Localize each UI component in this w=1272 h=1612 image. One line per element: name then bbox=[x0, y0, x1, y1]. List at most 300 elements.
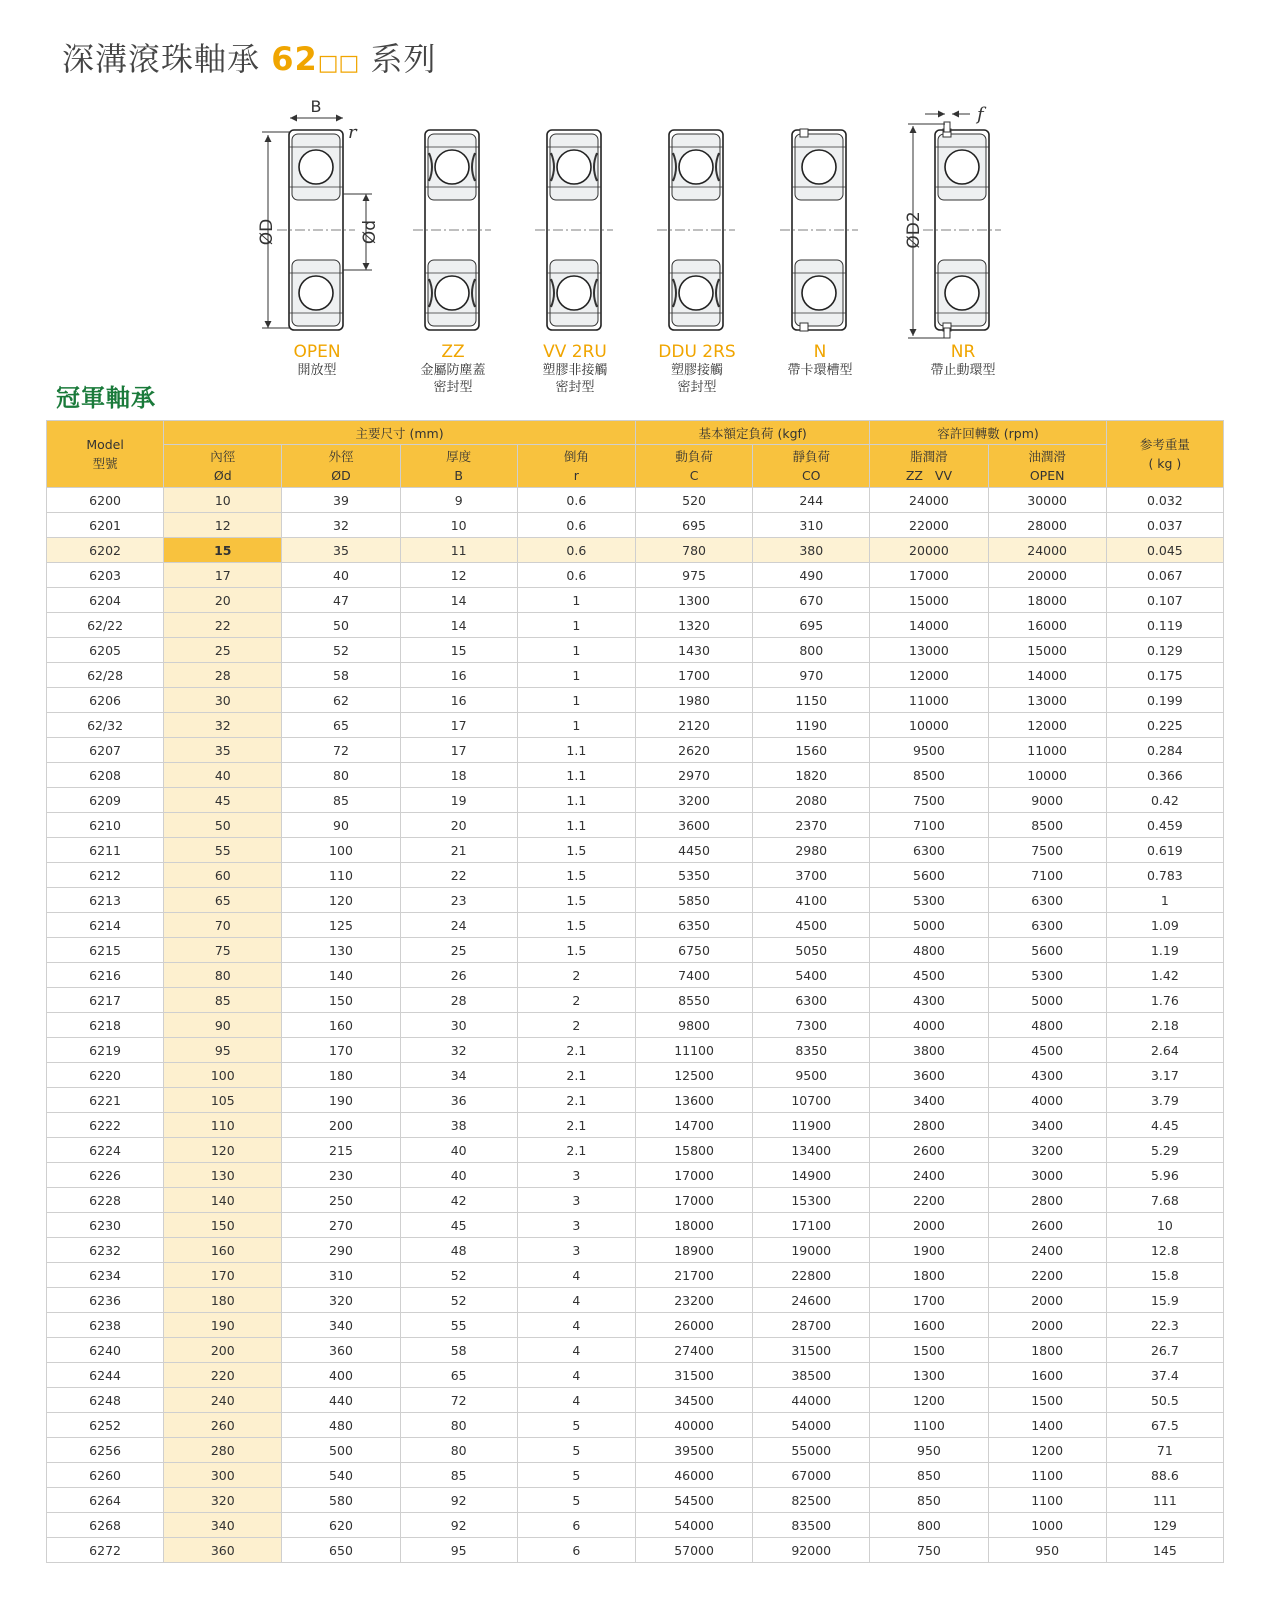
table-cell: 50 bbox=[164, 813, 282, 838]
type-code: NR bbox=[950, 342, 976, 362]
table-cell: 18 bbox=[400, 763, 517, 788]
table-cell: 26 bbox=[400, 963, 517, 988]
table-cell: 6300 bbox=[753, 988, 870, 1013]
table-cell: 6234 bbox=[47, 1263, 164, 1288]
header-outer-dia bbox=[282, 445, 400, 488]
table-cell: 6268 bbox=[47, 1513, 164, 1538]
table-cell: 1.5 bbox=[517, 838, 635, 863]
table-row bbox=[47, 863, 1224, 888]
table-cell: 4000 bbox=[988, 1088, 1106, 1113]
table-cell: 400 bbox=[282, 1363, 400, 1388]
table-cell: 2970 bbox=[635, 763, 752, 788]
table-cell: 5600 bbox=[988, 938, 1106, 963]
table-cell: 111 bbox=[1106, 1488, 1223, 1513]
table-cell: 800 bbox=[870, 1513, 988, 1538]
table-cell: 500 bbox=[282, 1438, 400, 1463]
table-cell: 9800 bbox=[635, 1013, 752, 1038]
table-cell: 14 bbox=[400, 588, 517, 613]
table-row bbox=[47, 963, 1224, 988]
table-cell: 6272 bbox=[47, 1538, 164, 1563]
table-cell: 1980 bbox=[635, 688, 752, 713]
table-cell: 72 bbox=[282, 738, 400, 763]
table-cell: 130 bbox=[282, 938, 400, 963]
table-cell: 1 bbox=[517, 588, 635, 613]
header-speed: 容許回轉數 (rpm) bbox=[870, 421, 1106, 445]
spec-table bbox=[46, 420, 1224, 1563]
table-cell: 3400 bbox=[870, 1088, 988, 1113]
table-cell: 92000 bbox=[753, 1538, 870, 1563]
table-cell: 12000 bbox=[870, 663, 988, 688]
table-cell: 8350 bbox=[753, 1038, 870, 1063]
table-cell: 190 bbox=[164, 1313, 282, 1338]
table-cell: 2.64 bbox=[1106, 1038, 1223, 1063]
table-row bbox=[47, 1163, 1224, 1188]
table-cell: 10000 bbox=[870, 713, 988, 738]
table-cell: 1.76 bbox=[1106, 988, 1223, 1013]
table-cell: 1190 bbox=[753, 713, 870, 738]
table-cell: 1100 bbox=[870, 1413, 988, 1438]
table-cell: 10 bbox=[1106, 1213, 1223, 1238]
table-cell: 1 bbox=[517, 688, 635, 713]
table-cell: 0.42 bbox=[1106, 788, 1223, 813]
type-code: OPEN bbox=[293, 342, 341, 362]
type-ddu2rs-caption bbox=[632, 342, 762, 396]
table-cell: 170 bbox=[164, 1263, 282, 1288]
table-row bbox=[47, 838, 1224, 863]
table-cell: 0.032 bbox=[1106, 488, 1223, 513]
header-symbol: r bbox=[573, 468, 579, 483]
table-cell: 6236 bbox=[47, 1288, 164, 1313]
table-cell: 0.6 bbox=[517, 513, 635, 538]
header-symbol: CO bbox=[801, 468, 821, 483]
table-cell: 6222 bbox=[47, 1113, 164, 1138]
table-cell: 80 bbox=[400, 1413, 517, 1438]
table-cell: 1.09 bbox=[1106, 913, 1223, 938]
table-cell: 2.1 bbox=[517, 1088, 635, 1113]
table-cell: 6228 bbox=[47, 1188, 164, 1213]
table-cell: 85 bbox=[164, 988, 282, 1013]
table-cell: 30 bbox=[164, 688, 282, 713]
table-cell: 90 bbox=[282, 813, 400, 838]
table-cell: 20 bbox=[164, 588, 282, 613]
table-cell: 2620 bbox=[635, 738, 752, 763]
table-cell: 14000 bbox=[870, 613, 988, 638]
table-cell: 55000 bbox=[753, 1438, 870, 1463]
table-row bbox=[47, 1388, 1224, 1413]
table-cell: 92 bbox=[400, 1513, 517, 1538]
table-cell: 70 bbox=[164, 913, 282, 938]
table-cell: 35 bbox=[164, 738, 282, 763]
table-cell: 15.8 bbox=[1106, 1263, 1223, 1288]
table-row bbox=[47, 1338, 1224, 1363]
table-cell: 0.459 bbox=[1106, 813, 1223, 838]
table-cell: 3600 bbox=[870, 1063, 988, 1088]
table-cell: 220 bbox=[164, 1363, 282, 1388]
bearing-ddu2rs-drawing bbox=[657, 130, 735, 330]
header-model bbox=[47, 421, 164, 488]
table-cell: 62/22 bbox=[47, 613, 164, 638]
bearing-vv2ru-drawing bbox=[535, 130, 613, 330]
table-cell: 10 bbox=[400, 513, 517, 538]
table-cell: 150 bbox=[282, 988, 400, 1013]
table-cell: 16 bbox=[400, 663, 517, 688]
table-cell: 52 bbox=[400, 1263, 517, 1288]
table-cell: 4 bbox=[517, 1313, 635, 1338]
table-row bbox=[47, 988, 1224, 1013]
table-cell: 5 bbox=[517, 1438, 635, 1463]
table-cell: 1800 bbox=[988, 1338, 1106, 1363]
table-cell: 320 bbox=[164, 1488, 282, 1513]
table-cell: 6200 bbox=[47, 488, 164, 513]
table-cell: 6210 bbox=[47, 813, 164, 838]
table-cell: 110 bbox=[282, 863, 400, 888]
table-cell: 2400 bbox=[870, 1163, 988, 1188]
type-n-caption bbox=[755, 342, 885, 379]
table-cell: 67000 bbox=[753, 1463, 870, 1488]
table-cell: 39500 bbox=[635, 1438, 752, 1463]
table-cell: 340 bbox=[282, 1313, 400, 1338]
table-row bbox=[47, 1238, 1224, 1263]
table-cell: 2600 bbox=[870, 1138, 988, 1163]
table-cell: 40 bbox=[400, 1163, 517, 1188]
table-cell: 970 bbox=[753, 663, 870, 688]
table-cell: 15300 bbox=[753, 1188, 870, 1213]
table-cell: 16 bbox=[400, 688, 517, 713]
table-cell: 13600 bbox=[635, 1088, 752, 1113]
table-cell: 72 bbox=[400, 1388, 517, 1413]
table-cell: 6221 bbox=[47, 1088, 164, 1113]
table-cell: 2200 bbox=[870, 1188, 988, 1213]
table-cell: 17000 bbox=[870, 563, 988, 588]
header-grease bbox=[870, 445, 988, 488]
table-cell: 2 bbox=[517, 988, 635, 1013]
table-cell: 850 bbox=[870, 1463, 988, 1488]
table-cell: 58 bbox=[400, 1338, 517, 1363]
table-cell: 6256 bbox=[47, 1438, 164, 1463]
table-cell: 24600 bbox=[753, 1288, 870, 1313]
table-cell: 40 bbox=[164, 763, 282, 788]
table-row bbox=[47, 1113, 1224, 1138]
type-open-caption bbox=[252, 342, 382, 379]
table-cell: 47 bbox=[282, 588, 400, 613]
table-cell: 6203 bbox=[47, 563, 164, 588]
table-row bbox=[47, 1088, 1224, 1113]
table-cell: 6300 bbox=[988, 888, 1106, 913]
dim-f-label: f bbox=[977, 104, 984, 125]
table-cell: 13000 bbox=[870, 638, 988, 663]
table-cell: 5 bbox=[517, 1488, 635, 1513]
table-cell: 6215 bbox=[47, 938, 164, 963]
table-cell: 17100 bbox=[753, 1213, 870, 1238]
table-cell: 50.5 bbox=[1106, 1388, 1223, 1413]
dim-outer-d-label: ØD bbox=[257, 218, 277, 246]
table-cell: 3700 bbox=[753, 863, 870, 888]
table-cell: 4450 bbox=[635, 838, 752, 863]
table-cell: 4300 bbox=[988, 1063, 1106, 1088]
table-cell: 1200 bbox=[870, 1388, 988, 1413]
table-cell: 71 bbox=[1106, 1438, 1223, 1463]
table-cell: 200 bbox=[164, 1338, 282, 1363]
header-chamfer bbox=[517, 445, 635, 488]
table-cell: 120 bbox=[164, 1138, 282, 1163]
table-cell: 12.8 bbox=[1106, 1238, 1223, 1263]
table-cell: 6252 bbox=[47, 1413, 164, 1438]
table-cell: 110 bbox=[164, 1113, 282, 1138]
title-boxes: □□ bbox=[317, 51, 360, 76]
table-cell: 0.199 bbox=[1106, 688, 1223, 713]
header-label: 油潤滑 bbox=[1028, 449, 1066, 464]
table-row bbox=[47, 713, 1224, 738]
table-cell: 950 bbox=[870, 1438, 988, 1463]
table-cell: 3000 bbox=[988, 1163, 1106, 1188]
table-cell: 2120 bbox=[635, 713, 752, 738]
table-cell: 2600 bbox=[988, 1213, 1106, 1238]
table-cell: 8500 bbox=[870, 763, 988, 788]
table-cell: 6248 bbox=[47, 1388, 164, 1413]
table-cell: 55 bbox=[400, 1313, 517, 1338]
table-cell: 85 bbox=[400, 1463, 517, 1488]
table-row bbox=[47, 763, 1224, 788]
table-cell: 5050 bbox=[753, 938, 870, 963]
table-cell: 800 bbox=[753, 638, 870, 663]
header-label: 動負荷 bbox=[675, 449, 713, 464]
table-cell: 4.45 bbox=[1106, 1113, 1223, 1138]
table-cell: 85 bbox=[282, 788, 400, 813]
table-cell: 15000 bbox=[988, 638, 1106, 663]
table-cell: 5400 bbox=[753, 963, 870, 988]
table-row bbox=[47, 1288, 1224, 1313]
table-cell: 1800 bbox=[870, 1263, 988, 1288]
table-row bbox=[47, 1438, 1224, 1463]
table-cell: 17000 bbox=[635, 1163, 752, 1188]
table-cell: 24000 bbox=[988, 538, 1106, 563]
header-symbol: C bbox=[689, 468, 699, 483]
table-cell: 5 bbox=[517, 1413, 635, 1438]
table-cell: 30 bbox=[400, 1013, 517, 1038]
table-cell: 950 bbox=[988, 1538, 1106, 1563]
table-row bbox=[47, 813, 1224, 838]
table-cell: 95 bbox=[164, 1038, 282, 1063]
page-title bbox=[62, 34, 436, 80]
table-cell: 18900 bbox=[635, 1238, 752, 1263]
table-cell: 1.5 bbox=[517, 938, 635, 963]
table-cell: 7100 bbox=[988, 863, 1106, 888]
table-cell: 2200 bbox=[988, 1263, 1106, 1288]
table-cell: 44000 bbox=[753, 1388, 870, 1413]
table-cell: 1560 bbox=[753, 738, 870, 763]
table-cell: 0.119 bbox=[1106, 613, 1223, 638]
title-series: 62 bbox=[271, 40, 318, 78]
table-cell: 6230 bbox=[47, 1213, 164, 1238]
table-cell: 1.19 bbox=[1106, 938, 1223, 963]
table-cell: 40000 bbox=[635, 1413, 752, 1438]
table-row bbox=[47, 1463, 1224, 1488]
table-cell: 10700 bbox=[753, 1088, 870, 1113]
table-row bbox=[47, 1188, 1224, 1213]
table-cell: 1 bbox=[1106, 888, 1223, 913]
table-row bbox=[47, 513, 1224, 538]
table-cell: 300 bbox=[164, 1463, 282, 1488]
table-cell: 7300 bbox=[753, 1013, 870, 1038]
table-row bbox=[47, 638, 1224, 663]
table-cell: 1500 bbox=[988, 1388, 1106, 1413]
table-cell: 28 bbox=[164, 663, 282, 688]
table-cell: 1.1 bbox=[517, 813, 635, 838]
table-cell: 82500 bbox=[753, 1488, 870, 1513]
table-cell: 6350 bbox=[635, 913, 752, 938]
table-cell: 1600 bbox=[988, 1363, 1106, 1388]
table-cell: 125 bbox=[282, 913, 400, 938]
type-desc: 帶卡環槽型 bbox=[787, 363, 853, 378]
table-cell: 540 bbox=[282, 1463, 400, 1488]
table-row bbox=[47, 1263, 1224, 1288]
table-cell: 1300 bbox=[870, 1363, 988, 1388]
table-cell: 0.045 bbox=[1106, 538, 1223, 563]
table-cell: 1.5 bbox=[517, 863, 635, 888]
table-cell: 240 bbox=[164, 1388, 282, 1413]
header-static-load bbox=[753, 445, 870, 488]
table-cell: 1400 bbox=[988, 1413, 1106, 1438]
table-cell: 1430 bbox=[635, 638, 752, 663]
table-cell: 54000 bbox=[635, 1513, 752, 1538]
table-cell: 57000 bbox=[635, 1538, 752, 1563]
table-cell: 6224 bbox=[47, 1138, 164, 1163]
table-cell: 20 bbox=[400, 813, 517, 838]
table-cell: 38500 bbox=[753, 1363, 870, 1388]
table-cell: 140 bbox=[164, 1188, 282, 1213]
table-cell: 27400 bbox=[635, 1338, 752, 1363]
table-cell: 4500 bbox=[988, 1038, 1106, 1063]
table-cell: 6 bbox=[517, 1538, 635, 1563]
table-cell: 140 bbox=[282, 963, 400, 988]
table-cell: 26000 bbox=[635, 1313, 752, 1338]
table-cell: 20000 bbox=[870, 538, 988, 563]
bearing-n-drawing bbox=[780, 129, 858, 331]
table-cell: 4500 bbox=[870, 963, 988, 988]
table-cell: 650 bbox=[282, 1538, 400, 1563]
header-inner-dia bbox=[164, 445, 282, 488]
table-cell: 5000 bbox=[988, 988, 1106, 1013]
table-cell: 2080 bbox=[753, 788, 870, 813]
type-desc: 塑膠接觸 密封型 bbox=[670, 363, 723, 395]
table-cell: 490 bbox=[753, 563, 870, 588]
table-cell: 2.1 bbox=[517, 1138, 635, 1163]
table-cell: 6211 bbox=[47, 838, 164, 863]
table-cell: 975 bbox=[635, 563, 752, 588]
table-cell: 6212 bbox=[47, 863, 164, 888]
table-cell: 1700 bbox=[870, 1288, 988, 1313]
table-cell: 6260 bbox=[47, 1463, 164, 1488]
table-cell: 62/32 bbox=[47, 713, 164, 738]
type-desc: 金屬防塵蓋 密封型 bbox=[420, 363, 486, 395]
table-cell: 3400 bbox=[988, 1113, 1106, 1138]
table-cell: 0.067 bbox=[1106, 563, 1223, 588]
table-cell: 360 bbox=[164, 1538, 282, 1563]
table-cell: 6750 bbox=[635, 938, 752, 963]
table-cell: 21700 bbox=[635, 1263, 752, 1288]
table-cell: 31500 bbox=[753, 1338, 870, 1363]
header-symbol: ØD bbox=[331, 468, 351, 483]
table-cell: 22.3 bbox=[1106, 1313, 1223, 1338]
table-cell: 695 bbox=[753, 613, 870, 638]
table-cell: 83500 bbox=[753, 1513, 870, 1538]
table-cell: 1 bbox=[517, 713, 635, 738]
table-cell: 7500 bbox=[870, 788, 988, 813]
table-cell: 750 bbox=[870, 1538, 988, 1563]
table-cell: 6202 bbox=[47, 538, 164, 563]
table-cell: 310 bbox=[282, 1263, 400, 1288]
table-cell: 80 bbox=[164, 963, 282, 988]
table-cell: 1.5 bbox=[517, 888, 635, 913]
table-cell: 90 bbox=[164, 1013, 282, 1038]
table-cell: 160 bbox=[164, 1238, 282, 1263]
dim-d2-label: ØD2 bbox=[904, 211, 924, 249]
table-cell: 22800 bbox=[753, 1263, 870, 1288]
title-suffix: 系列 bbox=[370, 40, 437, 78]
table-cell: 65 bbox=[282, 713, 400, 738]
table-cell: 2.1 bbox=[517, 1113, 635, 1138]
table-cell: 39 bbox=[282, 488, 400, 513]
table-cell: 320 bbox=[282, 1288, 400, 1313]
title-prefix: 深溝滾珠軸承 bbox=[62, 40, 261, 78]
table-cell: 1.1 bbox=[517, 763, 635, 788]
table-cell: 54000 bbox=[753, 1413, 870, 1438]
table-cell: 1.1 bbox=[517, 788, 635, 813]
table-cell: 2.1 bbox=[517, 1063, 635, 1088]
type-desc: 開放型 bbox=[297, 363, 337, 378]
table-cell: 4500 bbox=[753, 913, 870, 938]
table-cell: 5300 bbox=[988, 963, 1106, 988]
table-cell: 180 bbox=[282, 1063, 400, 1088]
table-cell: 26.7 bbox=[1106, 1338, 1223, 1363]
table-cell: 14 bbox=[400, 613, 517, 638]
dim-b-label: B bbox=[310, 97, 322, 116]
table-cell: 1 bbox=[517, 638, 635, 663]
table-cell: 45 bbox=[400, 1213, 517, 1238]
table-cell: 120 bbox=[282, 888, 400, 913]
table-cell: 5 bbox=[517, 1463, 635, 1488]
table-cell: 4 bbox=[517, 1263, 635, 1288]
table-cell: 4 bbox=[517, 1388, 635, 1413]
table-cell: 150 bbox=[164, 1213, 282, 1238]
table-cell: 88.6 bbox=[1106, 1463, 1223, 1488]
table-cell: 30000 bbox=[988, 488, 1106, 513]
table-cell: 23200 bbox=[635, 1288, 752, 1313]
table-cell: 38 bbox=[400, 1113, 517, 1138]
table-cell: 7.68 bbox=[1106, 1188, 1223, 1213]
table-cell: 310 bbox=[753, 513, 870, 538]
table-cell: 244 bbox=[753, 488, 870, 513]
table-cell: 4800 bbox=[988, 1013, 1106, 1038]
table-cell: 12500 bbox=[635, 1063, 752, 1088]
table-row bbox=[47, 938, 1224, 963]
header-oil bbox=[988, 445, 1106, 488]
table-cell: 5850 bbox=[635, 888, 752, 913]
table-cell: 55 bbox=[164, 838, 282, 863]
header-label: 靜負荷 bbox=[792, 449, 830, 464]
table-cell: 17000 bbox=[635, 1188, 752, 1213]
table-cell: 0.6 bbox=[517, 563, 635, 588]
header-weight-unit: ( kg ) bbox=[1148, 456, 1182, 471]
table-cell: 60 bbox=[164, 863, 282, 888]
table-cell: 1320 bbox=[635, 613, 752, 638]
table-cell: 17 bbox=[164, 563, 282, 588]
table-cell: 3 bbox=[517, 1213, 635, 1238]
table-cell: 190 bbox=[282, 1088, 400, 1113]
table-cell: 15000 bbox=[870, 588, 988, 613]
table-cell: 3 bbox=[517, 1163, 635, 1188]
table-cell: 440 bbox=[282, 1388, 400, 1413]
